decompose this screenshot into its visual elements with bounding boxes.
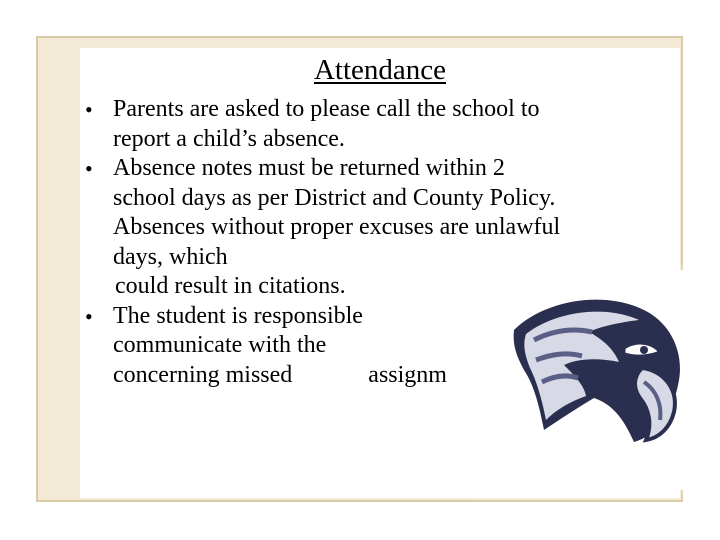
bullet-text-line: Absences without proper excuses are unlawful <box>113 214 561 240</box>
bullet-text-line: communicate with the <box>113 332 327 358</box>
bullet-text-line: Parents are asked to please call the school to <box>113 96 540 122</box>
bullet-item <box>80 95 660 154</box>
bullet-text-line: could result in citations. <box>115 273 346 299</box>
eagle-pupil <box>640 346 648 354</box>
bullet-text-line: school days as per District and County Policy. <box>113 184 556 211</box>
bullet-dot: • <box>85 303 93 329</box>
bullet-dot: • <box>85 156 93 181</box>
bullet-text-segment: assignm <box>368 361 447 388</box>
slide-title: Attendance <box>313 54 447 86</box>
bullet-text-line: The student is responsible <box>113 302 363 329</box>
bullet-text-segment: concerning missed <box>113 361 293 388</box>
bullet-text-line: Absence notes must be returned within 2 <box>113 155 505 181</box>
bullet-text-line: report a child’s absence. <box>113 125 345 152</box>
mascot-image <box>474 270 694 490</box>
eagle-head-icon <box>474 270 694 490</box>
bullet-dot: • <box>85 97 93 122</box>
bullet-text-line: days, which <box>113 243 228 270</box>
